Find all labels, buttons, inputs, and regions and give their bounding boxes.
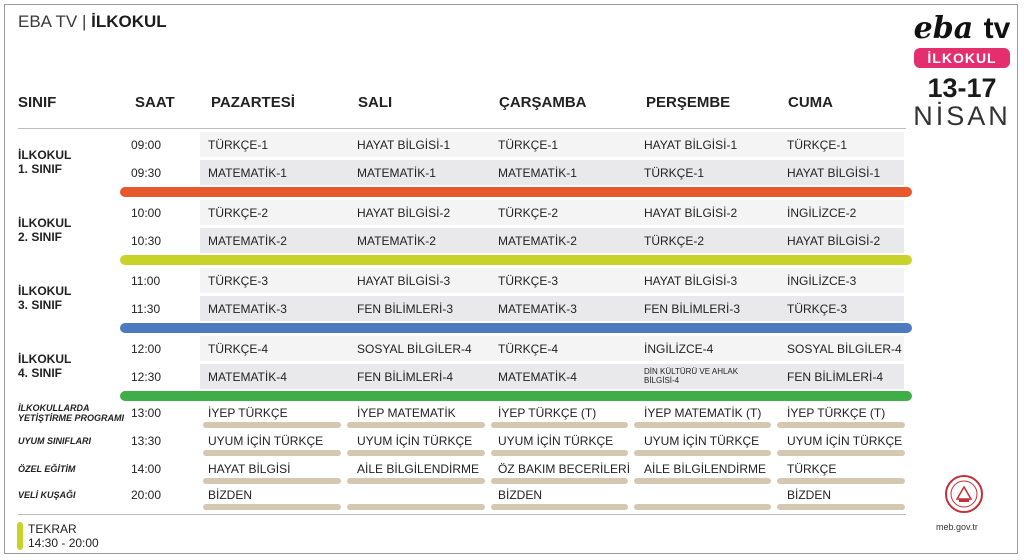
cell-underline (777, 478, 905, 484)
lesson-cell: HAYAT BİLGİSİ-2 (787, 234, 881, 248)
grade-label-line1: İLKOKUL (18, 284, 72, 298)
lesson-cell: TÜRKÇE-3 (208, 274, 269, 288)
column-header-thursday: PERŞEMBE (646, 94, 731, 111)
column-header-monday: PAZARTESİ (211, 94, 295, 111)
grade-label (18, 216, 71, 244)
cell-underline (347, 450, 485, 456)
lesson-cell: HAYAT BİLGİSİ-1 (357, 138, 451, 152)
time-slot: 13:30 (131, 434, 162, 448)
time-slot: 12:30 (131, 370, 162, 384)
repeat-legend (28, 522, 99, 550)
lesson-cell: BİZDEN (498, 488, 543, 502)
lesson-cell: FEN BİLİMLERİ-4 (357, 370, 454, 384)
lesson-cell: İYEP TÜRKÇE (T) (787, 406, 886, 420)
lesson-cell: İNGİLİZCE-4 (644, 342, 714, 356)
cell-underline (347, 504, 485, 510)
repeat-legend-label: TEKRAR (28, 522, 77, 536)
program-name: İLKOKUL (91, 12, 167, 31)
cell-underline (347, 422, 485, 428)
lesson-cell: MATEMATİK-2 (498, 234, 577, 248)
lesson-cell: FEN BİLİMLERİ-3 (357, 302, 454, 316)
time-slot: 12:00 (131, 342, 162, 356)
ilkokul-badge: İLKOKUL (914, 48, 1010, 68)
lesson-cell: HAYAT BİLGİSİ (208, 462, 291, 476)
lesson-cell: HAYAT BİLGİSİ-1 (644, 138, 738, 152)
cell-underline (634, 422, 771, 428)
repeat-legend-range: 14:30 - 20:00 (28, 536, 99, 550)
lesson-cell: SOSYAL BİLGİLER-4 (357, 342, 472, 356)
program-label: İLKOKULLARDA YETİŞTİRME PROGRAMI (18, 403, 125, 423)
lesson-cell: SOSYAL BİLGİLER-4 (787, 342, 902, 356)
grade-label-line1: İLKOKUL (18, 352, 72, 366)
lesson-cell: TÜRKÇE-3 (498, 274, 559, 288)
lesson-cell: FEN BİLİMLERİ-4 (787, 370, 884, 384)
lesson-cell: HAYAT BİLGİSİ-1 (787, 166, 881, 180)
lesson-cell: TÜRKÇE-1 (208, 138, 269, 152)
lesson-cell: HAYAT BİLGİSİ-2 (644, 206, 738, 220)
logo-wordmark: eba tv (913, 11, 1011, 46)
program-label: UYUM SINIFLARI (18, 436, 91, 446)
title-separator: | (81, 12, 87, 31)
time-slot: 09:00 (131, 138, 162, 152)
time-slot: 11:00 (131, 274, 161, 288)
lesson-cell: UYUM İÇİN TÜRKÇE (644, 434, 760, 448)
lesson-cell: UYUM İÇİN TÜRKÇE (357, 434, 473, 448)
lesson-cell: AİLE BİLGİLENDİRME (357, 462, 480, 476)
lesson-cell: BİZDEN (208, 488, 253, 502)
lesson-cell: TÜRKÇE (787, 462, 837, 476)
lesson-cell: İYEP TÜRKÇE (T) (498, 406, 597, 420)
meb-site-link[interactable]: meb.gov.tr (936, 522, 978, 532)
cell-underline (491, 450, 628, 456)
lesson-cell: TÜRKÇE-2 (498, 206, 559, 220)
brand-name: EBA TV (18, 12, 78, 31)
lesson-cell: ÖZ BAKIM BECERİLERİ (498, 462, 631, 476)
grade-separator-bar (120, 187, 912, 197)
lesson-cell: İYEP TÜRKÇE (208, 406, 288, 420)
lesson-cell: HAYAT BİLGİSİ-3 (644, 274, 738, 288)
lesson-cell: TÜRKÇE-2 (644, 234, 705, 248)
column-header-wednesday: ÇARŞAMBA (499, 94, 587, 111)
grade-separator-bar (120, 323, 912, 333)
grade-label-line1: İLKOKUL (18, 216, 72, 230)
lesson-cell: İNGİLİZCE-2 (787, 206, 857, 220)
cell-underline (634, 450, 771, 456)
lesson-cell: MATEMATİK-4 (208, 370, 287, 384)
program-label: ÖZEL EĞİTİM (18, 464, 76, 474)
header-divider (18, 128, 906, 129)
lesson-cell: MATEMATİK-2 (208, 234, 287, 248)
grade-separator-bar (120, 391, 912, 401)
column-header-time: SAAT (135, 94, 175, 111)
lesson-cell: TÜRKÇE-3 (787, 302, 848, 316)
lesson-cell: İYEP MATEMATİK (357, 406, 456, 420)
eba-tv-logo (912, 11, 1012, 131)
cell-underline (203, 450, 341, 456)
program-label: VELİ KUŞAĞI (18, 490, 76, 500)
lesson-cell: HAYAT BİLGİSİ-2 (357, 206, 451, 220)
lesson-cell: MATEMATİK-3 (208, 302, 287, 316)
lesson-cell: TÜRKÇE-1 (787, 138, 848, 152)
time-slot: 14:00 (131, 462, 162, 476)
grade-label-line1: İLKOKUL (18, 148, 72, 162)
cell-underline (203, 504, 341, 510)
time-slot: 20:00 (131, 488, 162, 502)
cell-underline (634, 504, 771, 510)
lesson-cell: UYUM İÇİN TÜRKÇE (208, 434, 324, 448)
column-header-tuesday: SALI (358, 94, 393, 111)
cell-underline (777, 422, 905, 428)
grade-label (18, 148, 71, 176)
lesson-cell: MATEMATİK-3 (498, 302, 577, 316)
time-slot: 09:30 (131, 166, 162, 180)
lesson-cell: MATEMATİK-4 (498, 370, 577, 384)
time-slot: 13:00 (131, 406, 162, 420)
meb-emblem-icon (944, 474, 984, 514)
lesson-cell: UYUM İÇİN TÜRKÇE (787, 434, 903, 448)
cell-underline (634, 478, 771, 484)
lesson-cell: MATEMATİK-2 (357, 234, 436, 248)
lesson-cell: MATEMATİK-1 (357, 166, 436, 180)
week-dates: 13-17 (927, 73, 997, 103)
lesson-cell: TÜRKÇE-2 (208, 206, 269, 220)
lesson-cell: İNGİLİZCE-3 (787, 274, 857, 288)
lesson-cell: BİZDEN (787, 488, 832, 502)
cell-underline (777, 450, 905, 456)
cell-underline (203, 478, 341, 484)
grade-separator-bar (120, 255, 912, 265)
lesson-cell: DİN KÜLTÜRÜ VE AHLAK BİLGİSİ-4 (644, 367, 739, 385)
lesson-cell: AİLE BİLGİLENDİRME (644, 462, 767, 476)
cell-underline (491, 478, 628, 484)
time-slot: 11:30 (131, 302, 161, 316)
repeat-legend-swatch (17, 522, 23, 550)
grade-label (18, 284, 71, 312)
lesson-cell: İYEP MATEMATİK (T) (644, 406, 762, 420)
grade-label-line2: 1. SINIF (18, 162, 63, 176)
cell-underline (777, 504, 905, 510)
grade-label-line2: 3. SINIF (18, 298, 63, 312)
lesson-cell: MATEMATİK-1 (498, 166, 577, 180)
lesson-cell: TÜRKÇE-4 (498, 342, 559, 356)
lesson-cell: TÜRKÇE-1 (498, 138, 559, 152)
lesson-cell: TÜRKÇE-1 (644, 166, 705, 180)
grade-label (18, 352, 71, 380)
cell-underline (203, 422, 341, 428)
time-slot: 10:30 (131, 234, 162, 248)
cell-underline (347, 478, 485, 484)
time-slot: 10:00 (131, 206, 162, 220)
lesson-cell: FEN BİLİMLERİ-3 (644, 302, 741, 316)
lesson-cell: TÜRKÇE-4 (208, 342, 269, 356)
column-header-grade: SINIF (18, 94, 57, 111)
week-month: NİSAN (913, 101, 1011, 131)
cell-underline (491, 422, 628, 428)
footer-divider (18, 514, 906, 515)
grade-label-line2: 4. SINIF (18, 366, 63, 380)
lesson-cell: HAYAT BİLGİSİ-3 (357, 274, 451, 288)
lesson-cell: MATEMATİK-1 (208, 166, 287, 180)
cell-underline (491, 504, 628, 510)
grade-label-line2: 2. SINIF (18, 230, 63, 244)
page-title (18, 12, 167, 32)
column-header-friday: CUMA (788, 94, 833, 111)
lesson-cell: UYUM İÇİN TÜRKÇE (498, 434, 614, 448)
